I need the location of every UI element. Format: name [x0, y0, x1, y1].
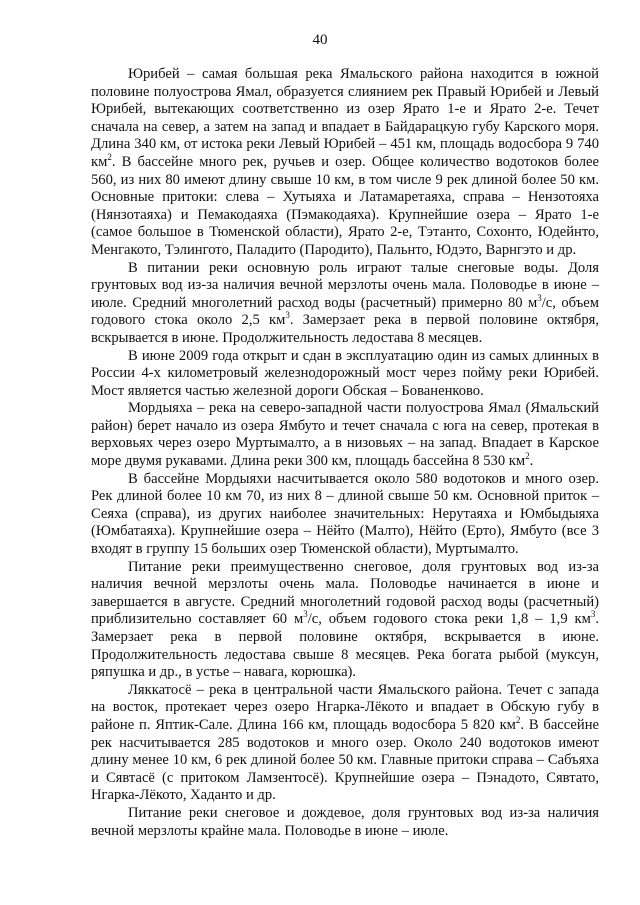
paragraph-text: . Замерзает река в первой половине октября, вскрывается в июне. Продолжительность ледостава свыше 8 месяцев. Река богата рыбой (муксун, ряпушка и др., в устье – навага, корюшка).: [91, 611, 599, 681]
paragraph-text: /с, объем годового стока около 2,5 км: [91, 294, 599, 329]
paragraph-text: В бассейне Мордыяхи насчитывается около 580 водотоков и много озер. Рек длиной более 10 км 70, из них 8 – длиной свыше 50 км. Основной приток – Сеяха (справа), из других наиболее значительных: Нерутаяха и Юмбыдыяха (Юмбатаяха). Крупнейшие озера – Нёйто (Малто), Нёйто (Ерто), Ямбуто (все 3 входят в группу 15 больших озер Тюменской области), Муртымалто.: [91, 470, 599, 558]
paragraph-text: Ляккатосё – река в центральной части Ямальского района. Течет с запада на восток, протекает через озеро Нгарка-Лёкото и впадает в Обскую губу в районе п. Яптик-Сале. Длина 166 км, площадь водосбора 5 820 км: [91, 681, 599, 733]
text-body: [91, 66, 599, 840]
paragraph: [91, 559, 599, 682]
paragraph-text: . В бассейне рек насчитывается 285 водотоков и много озер. Около 240 водотоков имеют длину менее 10 км, 6 рек длиной более 50 км. Главные притоки справа – Сабъяха и Сявтасё (с притоком Ламзентосё). Крупнейшие озера – Пэнадото, Сявтато, Нгарка-Лёкото, Хаданто и др.: [91, 716, 600, 804]
paragraph-text: В июне 2009 года открыт и сдан в эксплуатацию один из самых длинных в России 4-х километровый железнодорожный мост через пойму реки Юрибей. Мост является частью железной дороги Обская – Бованенково.: [91, 347, 599, 399]
paragraph: [91, 400, 599, 470]
paragraph: [91, 66, 599, 260]
superscript: 2: [515, 715, 521, 726]
paragraph-text: В питании реки основную роль играют талые снеговые воды. Доля грунтовых вод из-за наличия вечной мерзлоты очень мала. Половодье в июне – июле. Средний многолетний расход воды (расчетный) примерно 80 м: [91, 259, 599, 311]
page-number: 40: [312, 32, 328, 48]
paragraph: [91, 471, 599, 559]
superscript: 2: [107, 152, 112, 163]
superscript: 3: [590, 609, 596, 620]
superscript: 2: [525, 451, 530, 462]
superscript: 3: [537, 292, 542, 303]
paragraph: [91, 260, 599, 348]
paragraph-text: Питание реки преимущественно снеговое, доля грунтовых вод из-за наличия вечной мерзлоты очень мала. Половодье начинается в июне и завершается в августе. Средний многолетний годовой расход воды (расчетный) приблизительно составляет 60 м: [91, 558, 599, 628]
paragraph: [91, 682, 599, 805]
paragraph-text: Питание реки снеговое и дождевое, доля грунтовых вод из-за наличия вечной мерзлоты крайне мала. Половодье в июне – июле.: [91, 804, 599, 839]
paragraph-text: Юрибей – самая большая река Ямальского района находится в южной половине полуострова Ямал, образуется слиянием рек Правый Юрибей и Левый Юрибей, вытекающих соответственно из озер Ярато 1-е и Ярато 2-е. Течет сначала на север, а затем на запад и впадает в Байдарацкую губу Карского моря. Длина 340 км, от истока реки Левый Юрибей – 451 км, площадь водосбора 9 740 км: [91, 66, 599, 170]
paragraph-text: . В бассейне много рек, ручьев и озер. Общее количество водотоков более 560, из них 80 имеют длину свыше 10 км, в том числе 9 рек длиной более 50 км. Основные притоки: слева – Хутыяха и Латамаретаяха, справа – Нензотояха (Нянзотаяха) и Пемакодаяха (Пэмакодаяха). Крупнейшие озера – Ярато 1-е (самое большое в Тюменской области), Ярато 2-е, Тэтанто, Сохонто, Юдейнто, Менгакото, Тэлинготo, Паладито (Пародито), Пальнто, Юдэто, Варнгэто и др.: [91, 153, 599, 258]
paragraph-text: /с, объем годового стока реки 1,8 – 1,9 км: [307, 611, 591, 628]
superscript: 3: [285, 310, 290, 321]
paragraph-text: .: [529, 453, 534, 470]
paragraph: [91, 805, 599, 840]
superscript: 3: [303, 609, 308, 620]
paragraph: [91, 348, 599, 401]
paragraph-text: . Замерзает река в первой половине октября, вскрывается в июне. Продолжительность ледостава 8 месяцев.: [91, 312, 599, 346]
paragraph-text: Мордыяха – река на северо-западной части полуострова Ямал (Ямальский район) берет начало из озера Ямбуто и течет сначала с юга на север, протекая в верховьях через озеро Муртымалто, а в низовьях – на запад. Впадает в Карское море двумя рукавами. Длина реки 300 км, площадь бассейна 8 530 км: [91, 400, 599, 470]
